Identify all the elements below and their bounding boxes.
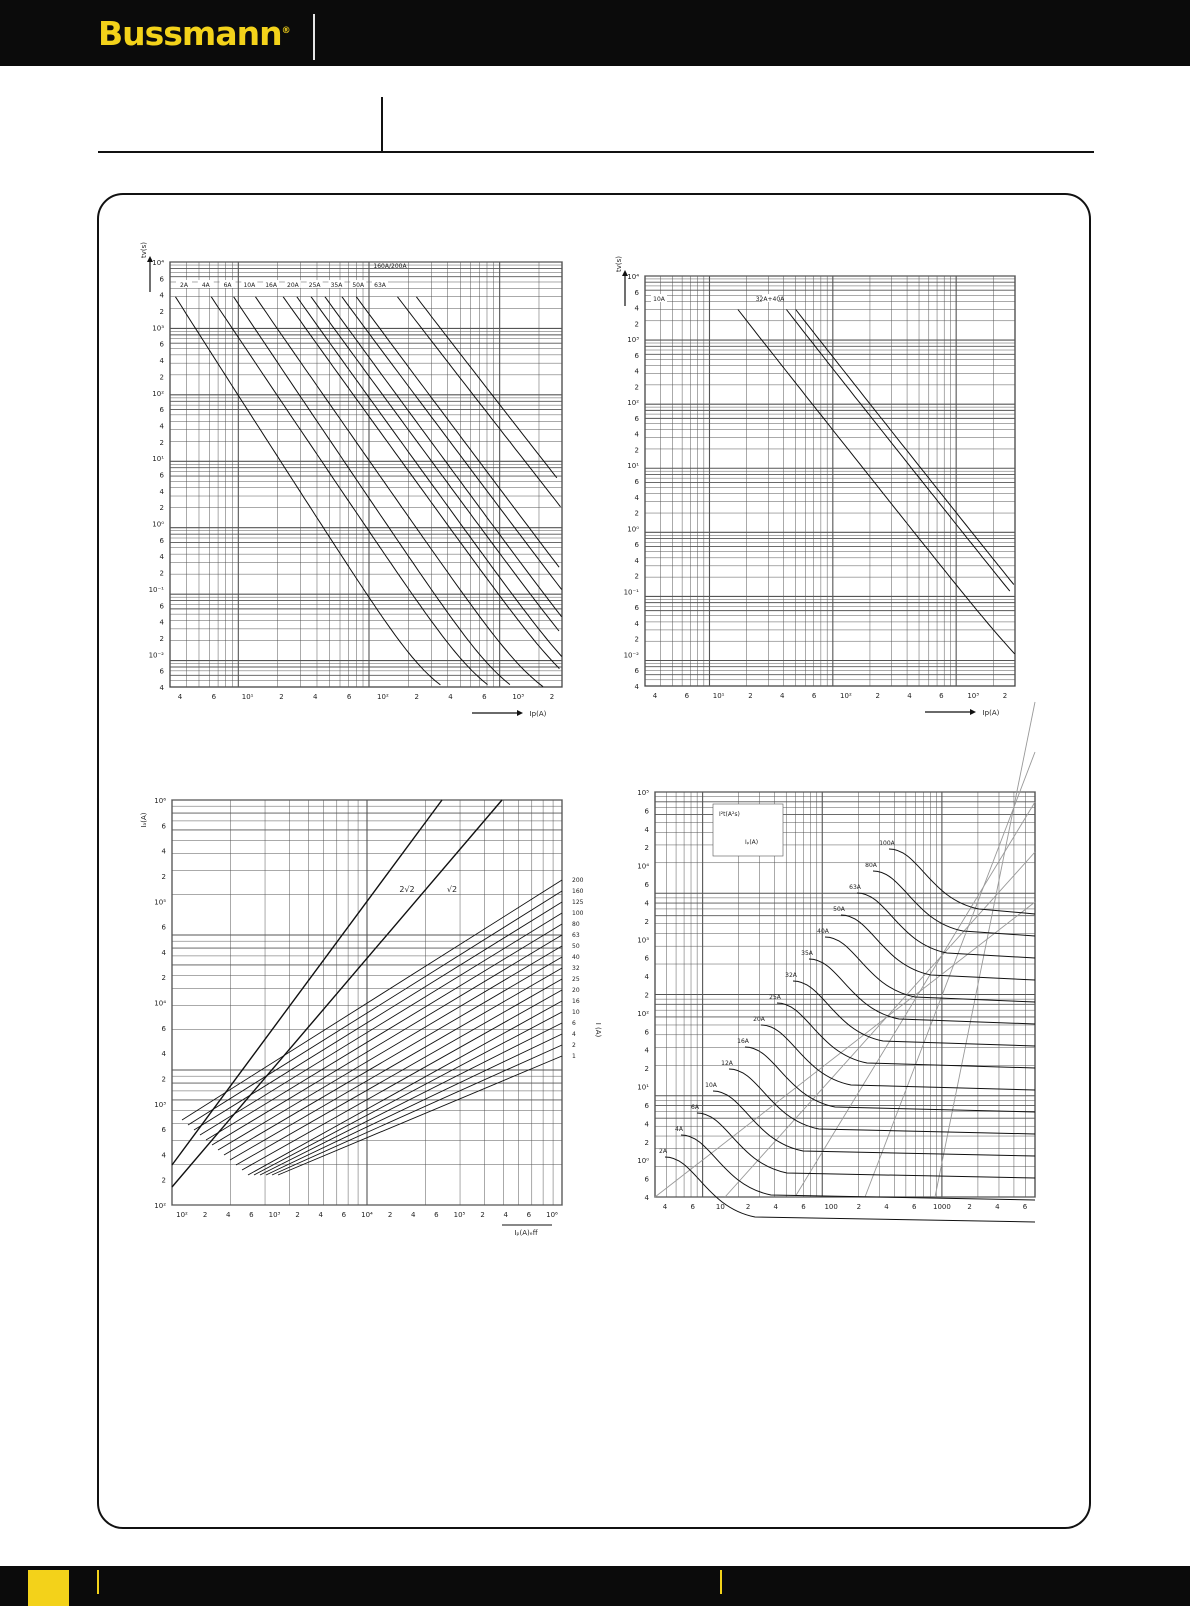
curve-label: 16A	[265, 282, 277, 289]
y-tick-label: 10²	[637, 1009, 649, 1018]
x-tick-label: 6	[341, 1211, 347, 1219]
i2t-curve-100A	[889, 849, 1035, 914]
x-tick-label: 10²	[840, 692, 852, 700]
y-tick-label: 6	[159, 275, 164, 284]
y-tick-label: 10³	[627, 336, 639, 345]
y-tick-label: 4	[159, 357, 164, 366]
y-tick-label: 4	[644, 1194, 649, 1202]
x-tick-label: 4	[318, 1211, 323, 1219]
y-tick-label: 10⁴	[627, 273, 639, 281]
footer-divider-left	[97, 1570, 99, 1594]
brand-name: Bussmann	[98, 14, 282, 53]
x-tick-label: 10¹	[712, 692, 725, 700]
y-tick-label: 4	[161, 847, 166, 856]
x-tick-label: 2	[480, 1211, 485, 1219]
y-tick-label: 6	[161, 1126, 166, 1135]
y-tick-label: 2	[159, 634, 164, 643]
y-tick-label: 4	[634, 683, 639, 691]
curve-label: 2A	[180, 282, 188, 289]
x-tick-label: 10⁵	[453, 1211, 466, 1219]
y-tick-label: 6	[644, 1175, 649, 1184]
x-tick-label: 6	[526, 1211, 532, 1219]
side-label: I (A)	[594, 1022, 602, 1038]
y-tick-label: 10⁻²	[623, 651, 639, 660]
i2t-curve-16A	[745, 1047, 1035, 1112]
x-tick-label: 6	[346, 693, 352, 701]
y-tick-label: 4	[644, 1120, 649, 1129]
diag-label-2root2: 2√2	[399, 885, 415, 894]
y-tick-label: 2	[159, 438, 164, 447]
cutoff-line	[206, 924, 562, 1140]
rating-label: 32	[572, 965, 580, 972]
x-tick-label: 10²	[176, 1211, 188, 1219]
i2t-curve-label: 10A	[705, 1082, 717, 1089]
footer-divider-right	[720, 1570, 722, 1594]
y-tick-label: 10⁵	[637, 789, 649, 797]
y-tick-label: 4	[634, 619, 639, 628]
curve-label: 25A	[308, 282, 321, 289]
x-tick-label: 4	[313, 693, 318, 701]
y-tick-label: 6	[634, 541, 639, 550]
x-tick-label: 6	[1022, 1203, 1028, 1211]
i2t-curve-label: 100A	[879, 840, 895, 847]
y-tick-label: 2	[161, 1075, 166, 1084]
x-tick-label: 4	[448, 693, 453, 701]
y-tick-label: 2	[634, 572, 639, 581]
curve-25A	[311, 297, 559, 631]
x-tick-label: 4	[780, 692, 785, 700]
x-tick-label: 6	[939, 692, 944, 700]
x-axis-label: Iₚ(A)ₑff	[514, 1229, 538, 1237]
y-tick-label: 10⁰	[637, 1157, 649, 1166]
rating-label: 125	[572, 899, 584, 906]
top-divider	[313, 14, 315, 60]
curve-label: 4A	[201, 282, 210, 289]
y-tick-label: 2	[161, 974, 166, 983]
x-tick-label: 6	[684, 692, 690, 700]
i2t-curve-32A	[793, 981, 1035, 1046]
rating-label: 200	[572, 877, 584, 884]
y-axis-label: tv(s)	[140, 242, 148, 258]
page-tab	[28, 1570, 69, 1606]
x-tick-label: 6	[434, 1211, 439, 1219]
x-tick-label: 2	[549, 693, 555, 701]
curve-label: 35A	[330, 282, 343, 289]
i2t-curve-label: 4A	[675, 1126, 683, 1133]
y-tick-label: 4	[159, 684, 164, 692]
i2t-curve-label: 40A	[817, 928, 829, 935]
curve-20A	[297, 297, 562, 657]
y-tick-label: 4	[159, 487, 164, 496]
header-vertical-rule	[381, 97, 383, 152]
y-tick-label: 6	[644, 1028, 649, 1037]
y-tick-label: 10²	[154, 1202, 166, 1210]
curve-label: 10A	[653, 296, 665, 303]
y-tick-label: 10⁰	[152, 520, 164, 529]
y-tick-label: 6	[634, 414, 639, 423]
x-tick-label: 10²	[377, 693, 389, 701]
rating-label: 16	[572, 998, 580, 1005]
x-tick-label: 6	[690, 1203, 695, 1211]
rating-label: 20	[572, 987, 580, 994]
rating-label: 6	[572, 1020, 576, 1027]
curve-32A	[786, 310, 1009, 592]
x-tick-label: 10³	[268, 1211, 281, 1219]
y-tick-label: 2	[634, 320, 639, 329]
x-tick-label: 2	[967, 1203, 972, 1211]
x-tick-label: 6	[911, 1203, 917, 1211]
y-tick-label: 2	[159, 308, 164, 317]
x-tick-label: 4	[662, 1203, 668, 1211]
x-tick-label: 4	[995, 1203, 1000, 1211]
y-tick-label: 2	[644, 991, 649, 1000]
y-tick-label: 6	[161, 822, 166, 831]
x-tick-label: 4	[177, 693, 183, 701]
x-tick-label: 4	[226, 1211, 231, 1219]
header-curve-label: 160A/200A	[373, 263, 407, 270]
cutoff-line	[194, 902, 562, 1130]
x-tick-label: 1000	[933, 1203, 951, 1211]
y-tick-label: 6	[159, 667, 164, 676]
curve-35A	[325, 297, 562, 617]
curve-label: 20A	[287, 282, 299, 289]
y-tick-label: 10⁴	[637, 862, 649, 871]
x-tick-label: 4	[773, 1203, 779, 1211]
y-tick-label: 10⁴	[152, 259, 164, 267]
y-tick-label: 10²	[152, 389, 164, 398]
y-tick-label: 2	[634, 383, 639, 392]
x-tick-label: 6	[482, 693, 487, 701]
x-tick-label: 6	[211, 693, 217, 701]
rating-label: 10	[572, 1009, 580, 1016]
x-tick-label: 10⁴	[361, 1211, 373, 1219]
y-tick-label: 6	[159, 536, 164, 545]
cutoff-current-chart	[140, 780, 600, 1240]
y-tick-label: 4	[159, 422, 164, 431]
x-tick-label: 6	[249, 1211, 254, 1219]
curve-label: 50A	[352, 282, 365, 289]
rating-label: 1	[572, 1053, 576, 1060]
i2t-curve-label: 80A	[865, 862, 877, 869]
x-tick-label: 2	[387, 1211, 393, 1219]
i2t-curve-label: 6A	[691, 1104, 699, 1111]
y-tick-label: 6	[159, 340, 164, 349]
x-tick-label: 100	[824, 1203, 838, 1211]
y-tick-label: 10¹	[637, 1083, 649, 1092]
x-tick-label: 10⁶	[546, 1211, 558, 1219]
i2t-curve-label: 32A	[785, 972, 797, 979]
y-tick-label: 6	[644, 1101, 649, 1110]
i2t-curve-label: 12A	[721, 1060, 733, 1067]
plot-frame	[645, 276, 1015, 686]
i2t-curve-4A	[681, 1135, 1035, 1200]
i2t-curve-35A	[809, 959, 1035, 1024]
y-tick-label: 6	[159, 406, 164, 415]
y-tick-label: 2	[159, 373, 164, 382]
x-axis-arrowhead	[517, 710, 523, 716]
y-tick-label: 2	[644, 1065, 649, 1074]
x-tick-label: 2	[414, 693, 419, 701]
y-tick-label: 2	[644, 1138, 649, 1147]
time-current-chart-left	[140, 230, 580, 740]
i2t-curve-label: 25A	[769, 994, 781, 1001]
y-tick-label: 6	[644, 954, 649, 963]
y-tick-label: 10¹	[152, 455, 164, 464]
y-tick-label: 4	[634, 556, 639, 565]
y-tick-label: 4	[634, 304, 639, 313]
x-tick-label: 4	[652, 692, 658, 700]
curve-40A	[796, 310, 1014, 585]
y-tick-label: 4	[159, 618, 164, 627]
x-tick-label: 10³	[967, 692, 980, 700]
rating-label: 2	[572, 1042, 576, 1049]
i2t-curve-12A	[729, 1069, 1035, 1134]
x-tick-label: 2	[1002, 692, 1008, 700]
cutoff-line	[278, 1056, 562, 1175]
i2t-curve-10A	[713, 1091, 1035, 1156]
curve-label: 6A	[223, 282, 232, 289]
y-tick-label: 2	[644, 844, 649, 853]
x-tick-label: 10¹	[241, 693, 254, 701]
x-tick-label: 2	[279, 693, 284, 701]
y-tick-label: 6	[644, 807, 649, 816]
time-current-chart-right	[615, 244, 1035, 724]
rating-label: 50	[572, 943, 580, 950]
y-tick-label: 10⁻¹	[148, 585, 164, 594]
y-tick-label: 10³	[154, 1100, 166, 1109]
y-tick-label: 6	[634, 288, 639, 297]
y-tick-label: 10⁻¹	[623, 588, 639, 597]
x-tick-label: 2	[295, 1211, 300, 1219]
y-tick-label: 4	[634, 430, 639, 439]
i2t-curve-label: 50A	[833, 906, 845, 913]
curve-label: 10A	[243, 282, 256, 289]
y-tick-label: 2	[634, 509, 639, 518]
x-tick-label: 2	[856, 1203, 862, 1211]
x-tick-label: 4	[884, 1203, 889, 1211]
y-tick-label: 2	[161, 1176, 166, 1185]
y-tick-label: 4	[159, 553, 164, 562]
y-tick-label: 10⁵	[154, 898, 166, 907]
y-tick-label: 6	[159, 471, 164, 480]
legend-text: Iₚ(A)	[745, 839, 759, 846]
x-tick-label: 2	[202, 1211, 208, 1219]
y-tick-label: 10⁻²	[148, 651, 164, 660]
i2t-curve-label: 20A	[753, 1016, 765, 1023]
y-tick-label: 4	[644, 973, 649, 982]
y-tick-label: 4	[161, 1050, 166, 1059]
brand-logo	[98, 14, 290, 53]
y-tick-label: 2	[159, 569, 164, 578]
curve-63A	[356, 297, 559, 568]
curve-16A	[283, 297, 559, 669]
cutoff-line	[230, 968, 562, 1160]
i2t-curve-label: 16A	[737, 1038, 749, 1045]
y-tick-label: 6	[161, 923, 166, 932]
x-axis-arrowhead	[970, 709, 976, 715]
x-tick-label: 10	[715, 1203, 725, 1211]
rating-label: 160	[572, 888, 584, 895]
y-tick-label: 2	[634, 635, 639, 644]
cutoff-line	[188, 891, 562, 1125]
x-tick-label: 4	[503, 1211, 508, 1219]
y-tick-label: 10³	[152, 324, 164, 333]
cutoff-line	[182, 880, 562, 1120]
y-tick-label: 2	[644, 917, 649, 926]
y-tick-label: 10⁰	[627, 525, 639, 534]
y-tick-label: 10³	[637, 936, 649, 945]
i2t-curve-label: 2A	[659, 1148, 667, 1155]
rating-label: 40	[572, 954, 580, 961]
y-tick-label: 6	[644, 881, 649, 890]
curve-50A	[342, 297, 562, 590]
brand-mark: ®	[281, 26, 290, 36]
x-tick-label: 6	[811, 692, 817, 700]
diag-label-root2: √2	[446, 885, 458, 894]
curve-label: 32A+40A	[755, 296, 785, 303]
y-axis-label: tv(s)	[615, 256, 623, 272]
y-tick-label: 6	[159, 602, 164, 611]
y-tick-label: 4	[634, 367, 639, 376]
x-tick-label: 4	[907, 692, 912, 700]
y-tick-label: 6	[161, 1024, 166, 1033]
x-tick-label: 4	[411, 1211, 416, 1219]
rating-label: 4	[572, 1031, 576, 1038]
i2t-curve-label: 63A	[849, 884, 861, 891]
y-tick-label: 10⁶	[154, 797, 166, 805]
curve-label: 63A	[374, 282, 386, 289]
cutoff-line	[236, 979, 562, 1165]
plot-frame	[170, 262, 562, 687]
y-tick-label: 6	[634, 351, 639, 360]
y-tick-label: 2	[634, 446, 639, 455]
y-tick-label: 6	[634, 604, 639, 613]
header-rule	[98, 151, 1094, 153]
y-tick-label: 4	[644, 825, 649, 834]
y-tick-label: 10²	[627, 399, 639, 408]
i2t-curve-6A	[697, 1113, 1035, 1178]
rating-label: 100	[572, 910, 584, 917]
x-axis-label: Ip(A)	[982, 709, 1000, 717]
i2t-chart	[625, 780, 1065, 1240]
rating-label: 63	[572, 932, 580, 939]
y-tick-label: 4	[161, 948, 166, 957]
cutoff-line	[248, 1001, 562, 1175]
y-tick-label: 4	[634, 493, 639, 502]
cutoff-line	[218, 946, 562, 1150]
y-tick-label: 4	[644, 899, 649, 908]
x-axis-label: Ip(A)	[529, 710, 547, 718]
y-tick-label: 2	[161, 872, 166, 881]
legend-text: I²t(A²s)	[719, 811, 740, 818]
bottom-bar	[0, 1566, 1190, 1606]
x-tick-label: 2	[745, 1203, 751, 1211]
x-tick-label: 10³	[512, 693, 525, 701]
y-axis-label: Iₐ(A)	[140, 812, 148, 828]
y-tick-label: 4	[159, 291, 164, 300]
y-tick-label: 10¹	[627, 462, 639, 471]
i2t-curve-label: 35A	[801, 950, 813, 957]
y-tick-label: 4	[644, 1046, 649, 1055]
y-tick-label: 2	[159, 504, 164, 513]
y-tick-label: 4	[161, 1151, 166, 1160]
rating-label: 80	[572, 921, 580, 928]
y-tick-label: 6	[634, 667, 639, 676]
x-tick-label: 6	[801, 1203, 806, 1211]
x-tick-label: 2	[875, 692, 880, 700]
y-tick-label: 6	[634, 478, 639, 486]
x-tick-label: 2	[748, 692, 753, 700]
y-tick-label: 10⁴	[154, 999, 166, 1008]
rating-label: 25	[572, 976, 580, 983]
